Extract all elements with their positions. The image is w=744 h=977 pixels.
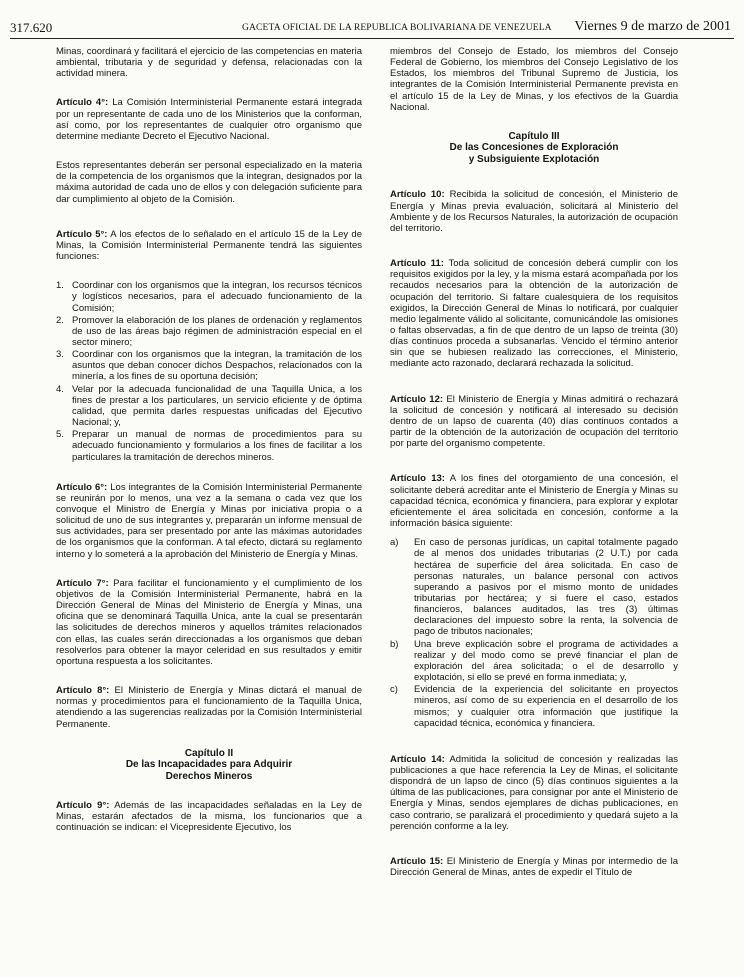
- list-item-text: Preparar un manual de normas de procedimientos para su adecuado funcionamiento y formularios a los fines de facilitar a los particulares la tramitación de derechos mineros.: [72, 429, 362, 463]
- list-item-text: Coordinar con los organismos que la integran, la tramitación de los asuntos que deban conocer dichos Despachos, relacionados con la minería, a los fines de su oportuna decisión;: [72, 349, 362, 383]
- list-item-text: En caso de personas jurídicas, un capital totalmente pagado de al menos dos unidades tributarias (2 U.T.) por cada hectárea de superficie del área solicitada. En caso de personas naturales, un balance personal con activos superando a pasivos por el mismo monto de unidades tributarias por hectárea; y si fuere el caso, estados financieros, balances auditados, las tres (3) últimas declaraciones del impuesto sobre la renta, la solvencia de pago de tributos nacionales;: [414, 537, 678, 638]
- list-marker: 3.: [56, 349, 64, 361]
- list-item: [56, 280, 362, 313]
- publication-title: GACETA OFICIAL DE LA REPUBLICA BOLIVARIANA DE VENEZUELA: [242, 22, 552, 33]
- article-13-requirement-list: [390, 537, 678, 729]
- article-10-label: Artículo 10:: [390, 189, 445, 201]
- chapter-3-heading: [390, 131, 678, 166]
- article-8-label: Artículo 8°:: [56, 685, 110, 697]
- list-item: [56, 349, 362, 382]
- article-9: [56, 800, 362, 833]
- article-14-label: Artículo 14:: [390, 753, 445, 765]
- list-item: [56, 384, 362, 429]
- page-header: [10, 20, 734, 36]
- list-item-text: Coordinar con los organismos que la integran, los recursos técnicos y logísticos necesarios, para el adecuado funcionamiento de la Comisión;: [72, 280, 362, 314]
- article-8-text: El Ministerio de Energía y Minas dictará el manual de normas y procedimientos para el funcionamiento de la Taquilla Unica, atendiendo a las sugerencias realizadas por la Comisión Interministerial Permanente.: [56, 685, 362, 730]
- article-4: [56, 97, 362, 142]
- article-9-label: Artículo 9°:: [56, 800, 110, 812]
- header-rule: [10, 38, 734, 39]
- list-item: [56, 315, 362, 348]
- article-4-text: La Comisión Interministerial Permanente estará integrada por un representante de cada uno de los Ministerios que la conforman, así como, por los representantes de cualquier otro organismo que determine mediante Decreto el Ejecutivo Nacional.: [56, 97, 363, 142]
- article-6-text: Los integrantes de la Comisión Interministerial Permanente se reunirán por lo menos, una vez a la semana o cada vez que los convoque el Ministro de Energía y Minas por iniciativa propia o a solicitud de uno de sus integrantes y, prepararán un informe mensual de sus actividades, para ser presentado por ante las máximas autoridades de los organismos que la conforman. A tal efecto, dictará su reglamento interno y lo someterá a la aprobación del Ministerio de Energía y Minas.: [56, 481, 362, 560]
- chapter-2-heading: [56, 748, 362, 783]
- article-7-label: Artículo 7°:: [56, 577, 109, 589]
- list-item-text: Promover la elaboración de los planes de ordenación y reglamentos de uso de las áreas bajo régimen de administración especial en el sector minero;: [72, 314, 362, 348]
- chapter-2-number: Capítulo II: [184, 747, 234, 759]
- article-5: [56, 229, 362, 262]
- list-item-text: Velar por la adecuada funcionalidad de una Taquilla Unica, a los fines de prestar a los particulares, un servicio eficiente y de óptima calidad, que permita darles respuestas unificadas del Ejecutivo Nacional; y,: [72, 383, 362, 429]
- article-10: [390, 189, 678, 234]
- article-12-text: El Ministerio de Energía y Minas admitirá o rechazará la solicitud de concesión y notificará al interesado su decisión dentro de un lapso de cuarenta (40) días continuos contados a partir de la obtención de la autorización de ocupación del territorio por parte del organismo competente.: [390, 393, 678, 450]
- left-intro-paragraph: Minas, coordinará y facilitará el ejercicio de las competencias en materia ambiental, tributaria y de seguridad y defensa, relacionadas con la actividad minera.: [56, 46, 362, 80]
- article-4-label: Artículo 4°:: [56, 97, 109, 109]
- chapter-2-title-line-1: De las Incapacidades para Adquirir: [125, 759, 293, 771]
- list-marker: 2.: [56, 314, 64, 326]
- list-item-text: Una breve explicación sobre el programa de actividades a realizar y del modo como se prevé financiar el plan de exploración del área solicitada; o el de desarrollo y explotación, si ello se prevé en forma inmediata; y,: [414, 638, 678, 684]
- article-9-text: Además de las incapacidades señaladas en la Ley de Minas, estarán afectados de la misma, los funcionarios que a continuación se indican: el Vicepresidente Ejecutivo, los: [56, 800, 363, 834]
- article-15-label: Artículo 15:: [390, 855, 444, 867]
- list-marker: c): [390, 684, 398, 696]
- article-7: [56, 578, 362, 667]
- publication-date: Viernes 9 de marzo de 2001: [574, 19, 731, 34]
- article-5-text: A los efectos de lo señalado en el artículo 15 de la Ley de Minas, la Comisión Interministerial Permanente tendrá las siguientes funciones:: [56, 228, 362, 263]
- article-5-label: Artículo 5°:: [56, 228, 108, 240]
- article-14-text: Admitida la solicitud de concesión y realizadas las publicaciones a que hace referencia la Ley de Minas, el solicitante dispondrá de un lapso de cinco (5) días continuos siguientes a la última de las publicaciones, para consignar por ante el Ministerio de Energía y Minas, sendos ejemplares de dichas publicaciones, en caso contrario, se paralizará el procedimiento y quedará sujeto a la perención conforme a la ley.: [390, 753, 678, 832]
- list-marker: 1.: [56, 280, 64, 292]
- article-8: [56, 685, 362, 730]
- list-item: [390, 537, 678, 637]
- article-13-label: Artículo 13:: [390, 473, 445, 485]
- list-marker: 5.: [56, 429, 64, 441]
- chapter-2-title-line-2: Derechos Mineros: [165, 770, 253, 782]
- article-6-label: Artículo 6°:: [56, 481, 108, 493]
- article-13-text: A los fines del otorgamiento de una concesión, el solicitante deberá acreditar ante el Ministerio de Energía y Minas su capacidad técnica, económica y financiera, para explorar y explotar eficientemente el área solicitada en concesión, conforme a la información básica siguiente:: [390, 473, 678, 530]
- article-15: [390, 856, 678, 878]
- page-number: 317.620: [10, 20, 53, 35]
- article-6: [56, 482, 362, 560]
- article-14: [390, 754, 678, 832]
- left-column: [56, 46, 362, 834]
- article-11-label: Artículo 11:: [390, 258, 444, 270]
- article-13: [390, 473, 678, 529]
- article-11: [390, 258, 678, 370]
- list-item-text: Evidencia de la experiencia del solicitante en proyectos mineros, así como de su experiencia en el desarrollo de los mismos; y cualquier otra información que justifique la capacidad técnica, económica y financiera.: [414, 684, 678, 729]
- chapter-3-title-line-1: De las Concesiones de Exploración: [449, 142, 619, 154]
- chapter-3-number: Capítulo III: [508, 130, 560, 142]
- article-4-paragraph-2: Estos representantes deberán ser personal especializado en la materia de la competencia de los organismos que la integran, designados por la máxima autoridad de cada uno de ellos y con delegación suficiente para dar cumplimiento al objeto de la Comisión.: [56, 160, 362, 205]
- article-15-text: El Ministerio de Energía y Minas por intermedio de la Dirección General de Minas, antes de expedir el Título de: [390, 855, 679, 879]
- article-10-text: Recibida la solicitud de concesión, el Ministerio de Energía y Minas previa evaluación, solicitará al Ministerio del Ambiente y de los Recursos Naturales, la autorización de ocupación del territorio.: [390, 189, 679, 234]
- article-7-text: Para facilitar el funcionamiento y el cumplimiento de los objetivos de la Comisión Interministerial Permanente, habrá en la Dirección General de Minas del Ministerio de Energía y Minas, una oficina que se denominará Taquilla Unica, ante la cual se presentarán las solicitudes de derechos mineros y aquellos trámites relacionados con ellas, las cuales serán direccionadas a los organismos que deban resolverlos para obtener la mayor celeridad en sus resultados y emitir oportuna respuesta a los solicitantes.: [56, 577, 362, 667]
- list-item: [390, 639, 678, 684]
- list-item: [390, 684, 678, 729]
- article-12: [390, 394, 678, 450]
- list-item: [56, 429, 362, 462]
- article-12-label: Artículo 12:: [390, 393, 444, 405]
- right-intro-paragraph: miembros del Consejo de Estado, los miembros del Consejo Federal de Gobierno, los miembros del Consejo Legislativo de los Estados, los miembros del Tribunal Supremo de Justicia, los integrantes de la Comisión Interministerial Permanente prevista en el artículo 15 de la Ley de Minas, y los efectivos de la Guardia Nacional.: [390, 46, 678, 113]
- chapter-3-title-line-2: y Subsiguiente Explotación: [468, 153, 600, 165]
- right-column: [390, 46, 678, 878]
- article-5-function-list: [56, 280, 362, 463]
- article-11-text: Toda solicitud de concesión deberá cumplir con los requisitos exigidos por la ley, y la misma estará acompañada por los recaudos necesarios para la obtención de la autorización de ocupación del territorio. Si faltare cualesquiera de los requisitos exigidos, la Dirección General de Minas lo notificará, por cualquier medio legalmente válido al solicitante, comunicándole las omisiones o faltas observadas, a fin de que dentro de un lapso de treinta (30) días continuos proceda a subsanarlas. Vencido el término anterior sin que se hubiesen realizado las correcciones, el Ministerio, mediante acto razonado, declarará rechazada la solicitud.: [390, 258, 678, 370]
- list-marker: a): [390, 537, 399, 549]
- list-marker: 4.: [56, 383, 64, 395]
- list-marker: b): [390, 638, 399, 650]
